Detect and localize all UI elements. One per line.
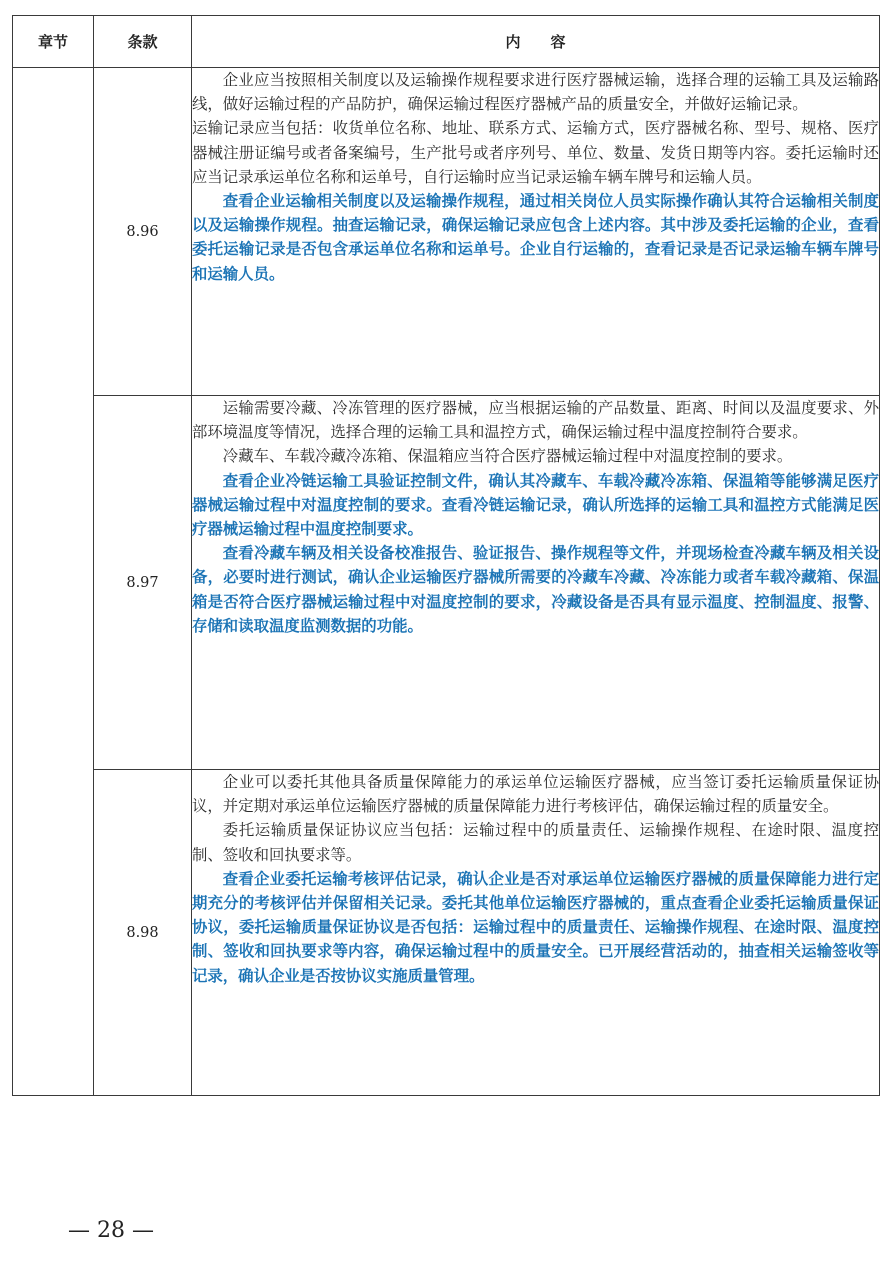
page-number: — 28 —	[68, 1218, 154, 1243]
table-row	[13, 770, 880, 1096]
table-row	[13, 68, 880, 396]
requirement-paragraph: 企业可以委托其他具备质量保障能力的承运单位运输医疗器械，应当签订委托运输质量保证协议，并定期对承运单位运输医疗器械的质量保障能力进行考核评估，确保运输过程的质量安全。	[192, 773, 879, 816]
clause-content	[192, 68, 880, 396]
inspection-guidance: 查看企业委托运输考核评估记录，确认企业是否对承运单位运输医疗器械的质量保障能力进行定期充分的考核评估并保留相关记录。委托其他单位运输医疗器械的，重点查看企业委托运输质量保证协议，委托运输质量保证协议是否包括：运输过程中的质量责任、运输操作规程、在途时限、温度控制、签收和回执要求等内容，确保运输过程中的质量安全。已开展经营活动的，抽查相关运输签收等记录，确认企业是否按协议实施质量管理。	[192, 869, 879, 985]
chapter-cell	[13, 68, 94, 1096]
clause-number: 8.96	[94, 68, 192, 396]
header-content: 内 容	[192, 16, 880, 68]
inspection-guidance: 查看冷藏车辆及相关设备校准报告、验证报告、操作规程等文件，并现场检查冷藏车辆及相关设备，必要时进行测试，确认企业运输医疗器械所需要的冷藏车冷藏、冷冻能力或者车载冷藏箱、保温箱是否符合医疗器械运输过程中对温度控制的要求，冷藏设备是否具有显示温度、控制温度、报警、存储和读取温度监测数据的功能。	[192, 544, 879, 635]
requirement-paragraph: 冷藏车、车载冷藏冷冻箱、保温箱应当符合医疗器械运输过程中对温度控制的要求。	[222, 447, 793, 466]
inspection-guidance: 查看企业运输相关制度以及运输操作规程，通过相关岗位人员实际操作确认其符合运输相关制度以及运输操作规程。抽查运输记录，确保运输记录应包含上述内容。其中涉及委托运输的企业，查看委托运输记录是否包含承运单位名称和运单号。企业自行运输的，查看记录是否记录运输车辆车牌号和运输人员。	[192, 192, 879, 283]
regulation-table	[12, 15, 880, 1096]
requirement-paragraph: 企业应当按照相关制度以及运输操作规程要求进行医疗器械运输，选择合理的运输工具及运输路线，做好运输过程的产品防护，确保运输过程医疗器械产品的质量安全，并做好运输记录。	[192, 71, 879, 114]
clause-content	[192, 396, 880, 770]
table-header-row	[13, 16, 880, 68]
clause-number: 8.97	[94, 396, 192, 770]
table-row	[13, 396, 880, 770]
requirement-paragraph: 运输记录应当包括：收货单位名称、地址、联系方式、运输方式，医疗器械名称、型号、规格、医疗器械注册证编号或者备案编号，生产批号或者序列号、单位、数量、发货日期等内容。委托运输时还应当记录承运单位名称和运单号，自行运输时应当记录运输车辆车牌号和运输人员。	[192, 119, 879, 186]
header-chapter: 章节	[13, 16, 94, 68]
requirement-paragraph: 委托运输质量保证协议应当包括：运输过程中的质量责任、运输操作规程、在途时限、温度控制、签收和回执要求等。	[192, 821, 879, 864]
inspection-guidance: 查看企业冷链运输工具验证控制文件，确认其冷藏车、车载冷藏冷冻箱、保温箱等能够满足医疗器械运输过程中对温度控制的要求。查看冷链运输记录，确认所选择的运输工具和温控方式能满足医疗器械运输过程中温度控制要求。	[192, 471, 879, 539]
requirement-paragraph: 运输需要冷藏、冷冻管理的医疗器械，应当根据运输的产品数量、距离、时间以及温度要求、外部环境温度等情况，选择合理的运输工具和温控方式，确保运输过程中温度控制符合要求。	[192, 399, 879, 442]
header-clause: 条款	[94, 16, 192, 68]
clause-content	[192, 770, 880, 1096]
clause-number: 8.98	[94, 770, 192, 1096]
